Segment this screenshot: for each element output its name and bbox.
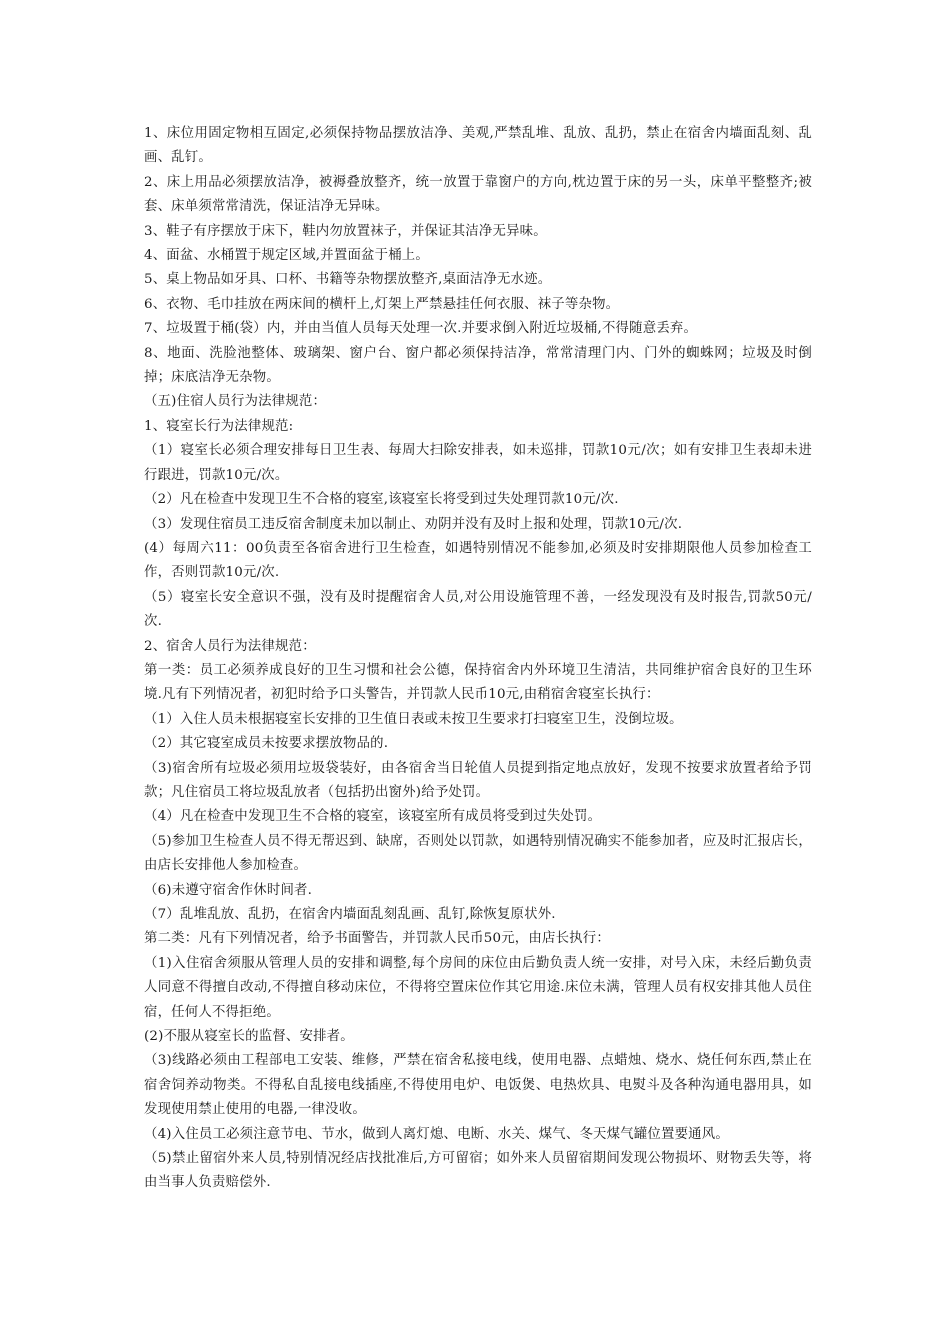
rule-item-2-3: （3)宿舍所有垃圾必须用垃圾袋装好，由各宿舍当日轮值人员提到指定地点放好，发现不按要求放置者给予罚款；凡住宿员工将垃圾乱放者（包括扔出窗外)给予处罚。 [144,760,812,800]
rule-item-2-1: （1）入住人员未根据寝室长安排的卫生值日表或未按卫生要求打扫寝室卫生，没倒垃圾。 [144,711,683,727]
rule-item-2-5: （5)参加卫生检查人员不得无帮迟到、缺席，否则处以罚款，如遇特别情况确实不能参加者，应及时汇报店长，由店长安排他人参加检查。 [144,833,812,874]
rule-item-3-1: （1)入住宿舍须服从管理人员的安排和调整,每个房间的床位由后勤负责人统一安排，对号入床，未经后勤负责人同意不得擅自改动,不得擅自移动床位，不得将空置床位作其它用途.床位未满，管理人员有权安排其他人员住宿，任何人不得拒绝。 [144,955,812,1020]
rule-item-3-4: （4)入住员工必须注意节电、节水，做到人离灯熄、电断、水关、煤气、冬天煤气罐位置要通风。 [144,1126,729,1142]
subsection-heading-2: 2、宿舍人员行为法律规范： [144,638,316,654]
rule-item-1-5: （5）寝室长安全意识不强，没有及时提醒宿舍人员,对公用设施管理不善，一经发现没有及时报告,罚款50元/次. [144,589,812,630]
rule-item-2-6: （6)未遵守宿舍作休时间者. [144,882,313,898]
paragraph-7: 7、垃圾置于桶(袋）内，并由当值人员每天处理一次.并要求倒入附近垃圾桶,不得随意丢弃。 [144,321,698,337]
category-1-intro: 第一类：员工必须养成良好的卫生习惯和社会公德，保持宿舍内外环境卫生清洁，共同维护宿舍良好的卫生环境.凡有下列情况者，初犯时给予口头警告，并罚款人民币10元,由稍宿舍寝室长执行： [144,662,812,703]
paragraph-4: 4、面盆、水桶置于规定区域,并置面盆于桶上。 [144,248,429,264]
subsection-heading-1: 1、寝室长行为法律规范: [144,418,294,434]
rule-item-2-7: （7）乱堆乱放、乱扔，在宿舍内墙面乱刻乱画、乱钉,除恢复原状外. [144,907,556,922]
rule-item-1-4: (4）每周六11：00负责至各宿舍进行卫生检查，如遇特别情况不能参加,必须及时安排期限他人员参加检查工作，否则罚款10元/次. [144,540,812,581]
rule-item-3-3: （3)线路必须由工程部电工安装、维修，严禁在宿舍私接电线，使用电器、点蜡烛、烧水、烧任何东西,禁止在宿舍饲养动物类。不得私自乱接电线插座,不得使用电炉、电饭煲、电热炊具、电熨斗及各种沟通电器用具，如发现使用禁止使用的电器,一律没收。 [144,1053,812,1118]
rule-item-3-5: （5)禁止留宿外来人员,特别情况经店找批准后,方可留宿；如外来人员留宿期间发现公物损坏、财物丢失等，将由当事人负责赔偿外. [144,1151,812,1191]
paragraph-2: 2、床上用品必须摆放洁净，被褥叠放整齐，统一放置于靠窗户的方向,枕边置于床的另一头，床单平整整齐;被套、床单须常常清洗，保证洁净无异味。 [144,174,812,215]
rule-item-2-4: （4）凡在检查中发现卫生不合格的寝室，该寝室所有成员将受到过失处罚。 [144,809,602,825]
paragraph-3: 3、鞋子有序摆放于床下，鞋内勿放置袜子，并保证其洁净无异味。 [144,223,547,239]
rule-item-3-2: (2)不服从寝室长的监督、安排者。 [144,1029,354,1045]
category-2-intro: 第二类：凡有下列情况者，给予书面警告，并罚款人民币50元，由店长执行： [144,931,610,947]
paragraph-5: 5、桌上物品如牙具、口杯、书籍等杂物摆放整齐,桌面洁净无水迹。 [144,272,552,288]
paragraph-1: 1、床位用固定物相互固定,必须保持物品摆放洁净、美观,严禁乱堆、乱放、乱扔，禁止在宿舍内墙面乱刻、乱画、乱钉。 [144,126,812,166]
rule-item-1-2: （2）凡在检查中发现卫生不合格的寝室,该寝室长将受到过失处理罚款10元/次. [144,492,619,508]
paragraph-6: 6、衣物、毛巾挂放在两床间的横杆上,灯架上严禁悬挂任何衣服、袜子等杂物。 [144,296,620,312]
section-heading-5: （五)住宿人员行为法律规范： [144,394,327,410]
document-body [144,122,812,1196]
rule-item-1-1: （1）寝室长必须合理安排每日卫生表、每周大扫除安排表，如未巡排，罚款10元/次；如有安排卫生表却未进行跟进，罚款10元/次。 [144,443,812,483]
paragraph-8: 8、地面、洗脸池整体、玻璃架、窗户台、窗户都必须保持洁净，常常清理门内、门外的蜘蛛网；垃圾及时倒掉；床底洁净无杂物。 [144,345,812,386]
rule-item-2-2: （2）其它寝室成员未按要求摆放物品的. [144,736,389,752]
rule-item-1-3: （3）发现住宿员工违反宿舍制度未加以制止、劝阴并没有及时上报和处理，罚款10元/次. [144,516,683,532]
